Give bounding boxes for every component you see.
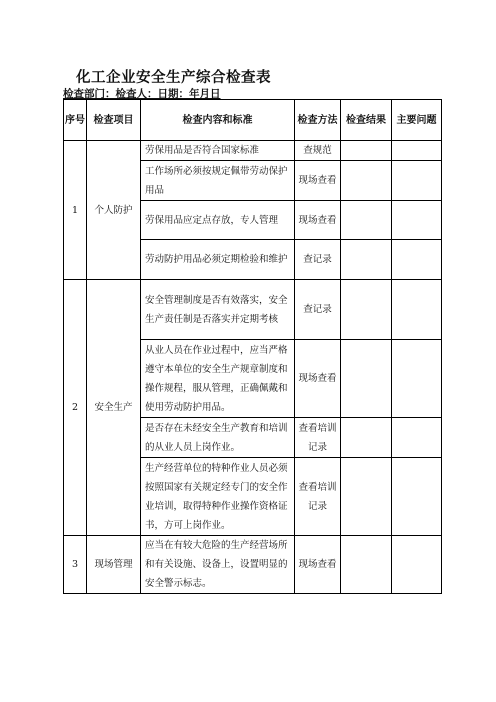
header-content: 检查内容和标准 — [141, 100, 295, 141]
check-method: 现场查看 — [295, 201, 341, 240]
header-item: 检查项目 — [87, 100, 141, 141]
result-cell[interactable] — [341, 141, 392, 161]
header-issue: 主要问题 — [392, 100, 442, 141]
check-content: 劳保用品是否符合国家标准 — [141, 141, 295, 161]
issue-cell[interactable] — [392, 418, 442, 458]
table-row — [64, 536, 442, 594]
table-header-row — [64, 100, 442, 141]
issue-cell[interactable] — [392, 340, 442, 418]
check-content: 生产经营单位的特种作业人员必须按照国家有关规定经专门的安全作业培训，取得特种作业操作资格证书，方可上岗作业。 — [141, 458, 295, 536]
check-content: 从业人员在作业过程中，应当严格遵守本单位的安全生产规章制度和操作规程，服从管理，正确佩戴和使用劳动防护用品。 — [141, 340, 295, 418]
group-seq: 2 — [64, 280, 87, 536]
group-seq: 3 — [64, 536, 87, 594]
result-cell[interactable] — [341, 201, 392, 240]
group-item: 安全生产 — [87, 280, 141, 536]
group-item: 现场管理 — [87, 536, 141, 594]
group-seq: 1 — [64, 141, 87, 280]
check-method: 现场查看 — [295, 536, 341, 594]
issue-cell[interactable] — [392, 536, 442, 594]
check-content: 工作场所必须按规定佩带劳动保护用品 — [141, 161, 295, 201]
check-method: 查规范 — [295, 141, 341, 161]
group-item: 个人防护 — [87, 141, 141, 280]
result-cell[interactable] — [341, 280, 392, 340]
check-content: 应当在有较大危险的生产经营场所和有关设施、设备上，设置明显的安全警示标志。 — [141, 536, 295, 594]
issue-cell[interactable] — [392, 201, 442, 240]
inspection-meta-text: 检查部门：检查人：日期：年月日 — [63, 88, 221, 100]
table-row — [64, 280, 442, 340]
header-seq: 序号 — [64, 100, 87, 141]
result-cell[interactable] — [341, 240, 392, 280]
header-result: 检查结果 — [341, 100, 392, 141]
check-method: 查记录 — [295, 280, 341, 340]
result-cell[interactable] — [341, 161, 392, 201]
issue-cell[interactable] — [392, 458, 442, 536]
result-cell[interactable] — [341, 458, 392, 536]
result-cell[interactable] — [341, 340, 392, 418]
issue-cell[interactable] — [392, 141, 442, 161]
issue-cell[interactable] — [392, 280, 442, 340]
check-method: 现场查看 — [295, 161, 341, 201]
check-content: 是否存在未经安全生产教育和培训的从业人员上岗作业。 — [141, 418, 295, 458]
check-method: 查看培训记录 — [295, 418, 341, 458]
header-method: 检查方法 — [295, 100, 341, 141]
result-cell[interactable] — [341, 536, 392, 594]
table-row — [64, 141, 442, 161]
inspection-table — [63, 99, 442, 594]
check-content: 劳动防护用品必须定期检验和维护 — [141, 240, 295, 280]
check-method: 现场查看 — [295, 340, 341, 418]
issue-cell[interactable] — [392, 161, 442, 201]
check-method: 查看培训记录 — [295, 458, 341, 536]
check-method: 查记录 — [295, 240, 341, 280]
check-content: 劳保用品应定点存放，专人管理 — [141, 201, 295, 240]
check-content: 安全管理制度是否有效落实，安全生产责任制是否落实并定期考核 — [141, 280, 295, 340]
result-cell[interactable] — [341, 418, 392, 458]
document-title: 化工企业安全生产综合检查表 — [76, 70, 271, 86]
issue-cell[interactable] — [392, 240, 442, 280]
